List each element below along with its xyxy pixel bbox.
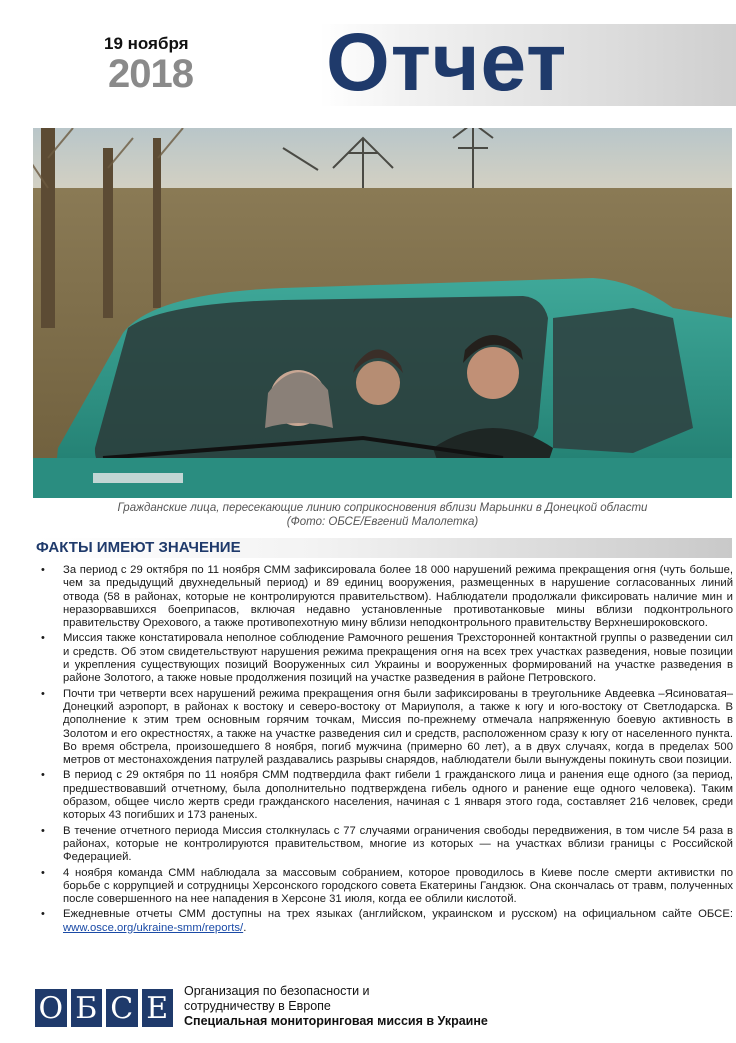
facts-list	[36, 564, 733, 937]
org-line-2: сотрудничеству в Европе	[184, 999, 331, 1013]
list-item	[36, 825, 733, 865]
caption-line-1: Гражданские лица, пересекающие линию соприкосновения вблизи Марьинки в Донецкой области	[117, 502, 648, 514]
section-title: ФАКТЫ ИМЕЮТ ЗНАЧЕНИЕ	[36, 539, 241, 556]
photo-caption	[33, 501, 732, 529]
bullet-icon: •	[41, 769, 45, 782]
bullet-icon: •	[41, 564, 45, 576]
date-year: 2018	[108, 52, 193, 96]
list-item	[36, 769, 733, 822]
caption-line-2: (Фото: ОБСЕ/Евгений Малолетка)	[286, 516, 479, 528]
list-item	[36, 632, 733, 685]
footer-text	[184, 984, 488, 1029]
fact-text: 4 ноября команда СММ наблюдала за массовым собранием, которое проводилось в Киеве после смерти активистки по борьбе с коррупцией и сотрудницы Херсонского городского совета Екатерины Гандзюк. Она скончалась от травм, полученных после совершенного на нее нападения в Херсоне 31 июля, когда ее облили кислотой.	[63, 866, 733, 906]
fact-text: За период с 29 октября по 11 ноября СММ зафиксировала более 18 000 нарушений режима прекращения огня (чуть больше, чем за предыдущий двухнедельный период) и 89 единиц вооружения, размещенных в нарушение согласованных линий отвода (58 в районах, которые не контролируются правительством). Наблюдатели продолжали фиксировать наличие мин и неразорвавшихся боеприпасов, включая недавно установленные противотанковые мины вблизи подконтрольного правительству Орехового, а также противопехотную мину вблизи неподконтрольного правительству Верхнешироковского.	[63, 564, 733, 630]
mission-name: Специальная мониторинговая миссия в Украине	[184, 1014, 488, 1028]
list-item	[36, 564, 733, 630]
date-day: 19 ноября	[104, 34, 189, 53]
bullet-icon: •	[41, 687, 45, 700]
section-header	[36, 538, 732, 558]
fact-text: Ежедневные отчеты СММ доступны на трех языках (английском, украинском и русском) на официальном сайте ОБСЕ:	[63, 908, 733, 921]
list-item	[36, 867, 733, 907]
bullet-icon: •	[41, 632, 45, 645]
reports-link[interactable]: www.osce.org/ukraine-smm/reports/	[63, 921, 244, 934]
list-item	[36, 688, 733, 768]
logo-letter: С	[105, 988, 139, 1028]
org-line-1: Организация по безопасности и	[184, 984, 370, 998]
bullet-icon: •	[41, 824, 45, 837]
osce-logo	[34, 988, 174, 1026]
page-title: Отчет	[326, 17, 568, 108]
fact-text: В течение отчетного периода Миссия столкнулась с 77 случаями ограничения свободы передвижения, в том числе 54 раза в районах, которые не контролируются правительством, многие из которых — на участках вблизи границы с Российской Федерацией.	[63, 824, 733, 864]
logo-letter: О	[34, 988, 68, 1028]
cover-photo	[33, 128, 732, 498]
fact-text: В период с 29 октября по 11 ноября СММ подтвердила факт гибели 1 гражданского лица и ранения еще одного (за период, предшествовавший отчетному, была дополнительно подтверждена гибель одного и ранение еще одного человека). Таким образом, общее число жертв среди гражданского населения, начиная с 1 января этого года, составляет 216 человек, среди которых 43 погибших и 173 раненых.	[63, 769, 733, 822]
logo-letter: Б	[70, 988, 104, 1028]
fact-tail: .	[243, 921, 247, 934]
list-item	[36, 908, 733, 935]
fact-text: Миссия также констатировала неполное соблюдение Рамочного решения Трехсторонней контактной группы о разведении сил и средств. Об этом свидетельствуют нарушения режима прекращения огня на всех трех участках разведения, новые позиции и укрепления существующих позиций Вооруженных сил Украины и вооруженных формирований на участке разведения в районе Золотого, а также новые продолжения позиций на участке разведения в районе Петровского.	[63, 632, 733, 685]
bullet-icon: •	[41, 908, 45, 921]
fact-text: Почти три четверти всех нарушений режима прекращения огня были зафиксированы в треугольнике Авдеевка –Ясиноватая–Донецкий аэропорт, в районах к востоку и северо-востоку от Мариуполя, а также к югу и юго-востоку от Светлодарска. В дополнение к этим трем основным горячим точкам, Миссия по-прежнему отмечала напряженную боевую активность в Золотом и его окрестностях, а также на участке разведения сил и средств, расположенном сразу к югу от населенного пункта. Во время обстрела, произошедшего 8 ноября, погиб мужчина (примерно 60 лет), а в двух случаях, когда в пределах 500 метров от местонахождения патрулей раздавались разрывы снарядов, наблюдатели были вынуждены покинуть свои позиции.	[63, 687, 733, 767]
logo-letter: Е	[141, 988, 175, 1028]
bullet-icon: •	[41, 866, 45, 879]
